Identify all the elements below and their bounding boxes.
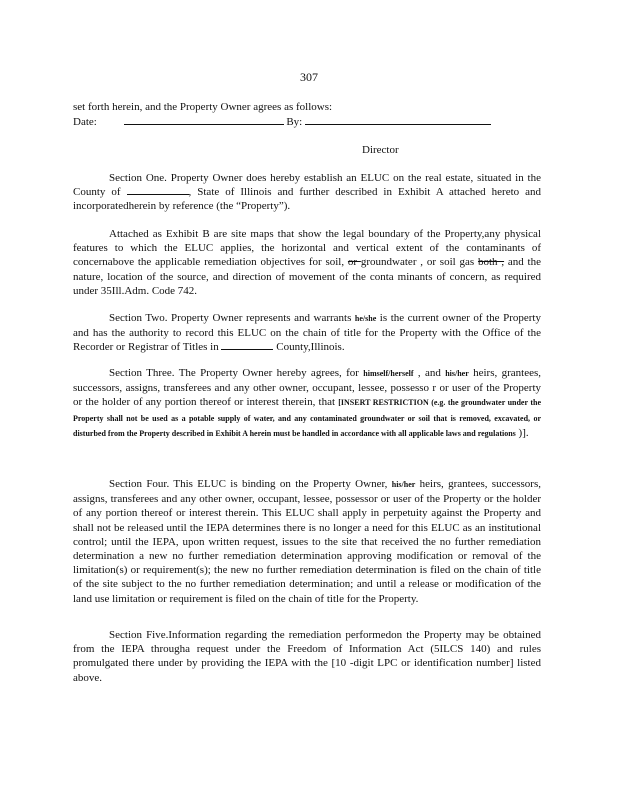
section-three-text-d: )]. bbox=[515, 426, 529, 439]
section-five-paragraph bbox=[73, 628, 541, 685]
section-three-text-c: heirs, grantees, successors, assigns, transferees and any other owner, occupant, lessee, possesso r or user of the Property or the holder of any portion thereof or interest therein, that bbox=[73, 367, 541, 409]
county-blank bbox=[127, 185, 189, 195]
section-two-pronoun: he/she bbox=[354, 314, 377, 323]
section-one-text-b: , State of Illinois and further described in Exhibit A attached hereto and incorporatedherein by reference (the “Property”). bbox=[73, 186, 542, 213]
section-one-text-a: Section One. Property Owner does hereby establish an ELUC on the real estate, situated in the County of bbox=[73, 172, 541, 199]
section-four-text-b: heirs, grantees, successors, assigns, transferees and any other owner, occupant, lessee, possessor or user of the Property or the holder of any portion thereof or interest therein. This ELUC shall apply in perpetuity against the Property and shall not be released until the IEPA determines there is no longer a need for this ELUC as an institutional control; until the IEPA, upon written request, issues to the site that received the no further remediation determination a new no further remediation determination approving modification or removal of the limitation(s) or requirement(s); the new no further remediation determination is filed on the chain of title of the site subject to the no further remediation determination; and until a release or modification of the land use limitation or requirement is filed on the chain of title for the Property. bbox=[73, 478, 541, 605]
section-three-pronoun-2: his/her bbox=[445, 369, 469, 378]
section-three-pronoun-1: himself/herself bbox=[363, 369, 414, 378]
section-four-text-a: Section Four. This ELUC is binding on the Property Owner, bbox=[109, 478, 392, 490]
insert-restriction-label: [INSERT RESTRICTION bbox=[338, 398, 429, 408]
signature-line bbox=[73, 115, 491, 128]
section-three-text-a: Section Three. The Property Owner hereby agrees, for bbox=[109, 367, 364, 379]
restriction-example-text: (e.g. the groundwater under the Property shall not be used as a potable supply of water, and any contaminated groundwater or soil that is removed, excavated, or disturbed from the Property described in Exhibit A herein must be handled in accordance with all applicable laws and regulations bbox=[73, 398, 541, 438]
attached-paragraph bbox=[73, 227, 541, 298]
section-three-paragraph bbox=[73, 366, 541, 441]
attached-strike-2: both , bbox=[477, 256, 505, 269]
page-number: 307 bbox=[300, 70, 318, 84]
section-one-paragraph bbox=[73, 171, 541, 214]
attached-strike-1: or bbox=[347, 256, 361, 269]
section-five-text: Section Five.Information regarding the remediation performedon the Property may be obtained from the IEPA througha request under the Freedom of Information Act (5ILCS 140) and rules promulgated there under by providing the IEPA with the [10 -digit LPC or identification number] listed above. bbox=[73, 629, 541, 684]
section-two-text-b: is the current owner of the Property and has the authority to record this ELUC on the chain of title for the Property with the Office of the Recorder or Registrar of Titles in bbox=[73, 312, 541, 354]
section-two-text-c: County,Illinois. bbox=[273, 341, 345, 354]
by-label: By: bbox=[286, 116, 303, 128]
section-two-text-a: Section Two. Property Owner represents and warrants bbox=[109, 312, 355, 324]
date-blank bbox=[124, 115, 284, 125]
section-four-pronoun: his/her bbox=[391, 480, 416, 489]
attached-text-c: and the nature, location of the source, and direction of movement of the conta minants of concern, as required under 35Ill.Adm. Code 742. bbox=[73, 256, 542, 297]
date-label: Date: bbox=[73, 116, 97, 128]
attached-text-a: Attached as Exhibit B are site maps that show the legal boundary of the Property,any physical features to which the ELUC applies, the horizontal and vertical extent of the contaminants of concernabove the applicable remediation objectives for soil, bbox=[73, 228, 541, 269]
recorder-county-blank bbox=[221, 340, 273, 350]
director-label: Director bbox=[362, 144, 399, 156]
section-four-paragraph bbox=[73, 477, 541, 606]
by-blank bbox=[305, 115, 491, 125]
section-three-text-b: , and bbox=[413, 367, 446, 379]
intro-line: set forth herein, and the Property Owner agrees as follows: bbox=[73, 101, 333, 113]
section-two-paragraph bbox=[73, 311, 541, 355]
attached-text-b: groundwater , or soil gas bbox=[360, 256, 478, 269]
